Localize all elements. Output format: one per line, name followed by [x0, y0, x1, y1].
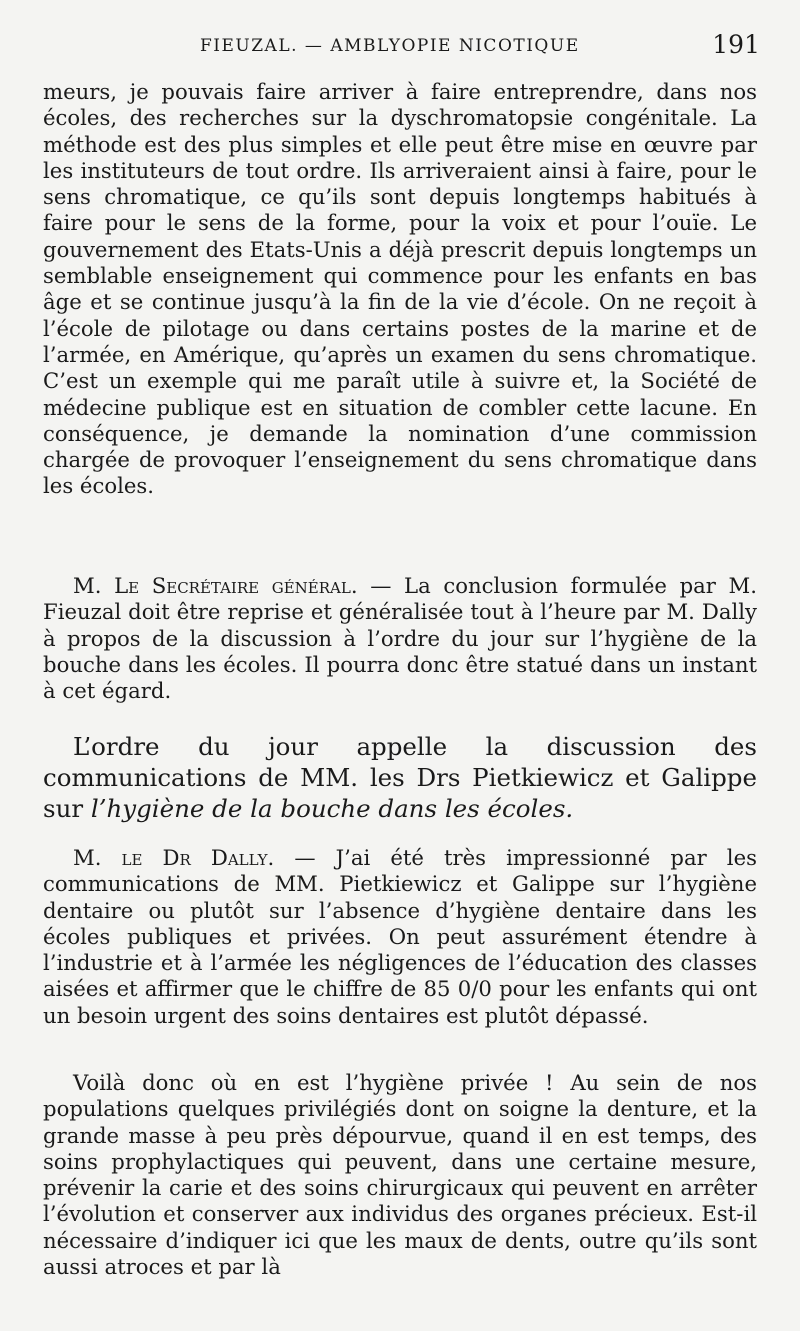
paragraph-dally-body: [43, 845, 757, 1029]
running-head: FIEUZAL. — AMBLYOPIE NICOTIQUE: [200, 36, 580, 56]
paragraph-secretary: [43, 573, 757, 704]
paragraph-4-text: Voilà donc où en est l’hygiène privée ! Au sein de nos populations quelques privilégiés dont on soigne la denture, et la grande masse à peu près dépourvue, quand il en est temps, des soins prophylactiques qui peuvent, dans une certaine mesure, prévenir la carie et des soins chirurgicaux qui peuvent en arrêter l’évolution et conserver aux individus des organes précieux. Est-il nécessaire d’indiquer ici que les maux de dents, outre qu’ils sont aussi atroces et par là: [43, 1070, 757, 1280]
paragraph-secretary-body: [43, 573, 757, 704]
agenda-announcement: [43, 731, 757, 824]
paragraph-1: [43, 79, 757, 500]
paragraph-dally: [43, 845, 757, 1029]
agenda-body: [43, 731, 757, 824]
speaker-secretary: M. Le Secrétaire général.: [73, 573, 358, 598]
page-number: 191: [712, 30, 760, 59]
agenda-topic: l’hygiène de la bouche dans les écoles.: [90, 794, 574, 823]
paragraph-4: [43, 1070, 757, 1280]
agenda-text: L’ordre du jour appelle la discussion des communications de MM. les Drs Pietkiewicz et Galippe sur: [43, 732, 757, 823]
speaker-dally: M. le Dr Dally.: [73, 845, 275, 870]
paragraph-dally-text: — J’ai été très impressionné par les communications de MM. Pietkiewicz et Galippe sur l’hygiène dentaire ou plutôt sur l’absence d’hygiène dentaire dans les écoles publiques et privées. On peut assurément étendre à l’industrie et à l’armée les négligences de l’éducation des classes aisées et affirmer que le chiffre de 85 0/0 pour les enfants qui ont un besoin urgent des soins dentaires est plutôt dépassé.: [43, 845, 757, 1028]
paragraph-secretary-text: — La conclusion formulée par M. Fieuzal doit être reprise et généralisée tout à l’heure par M. Dally à propos de la discussion à l’ordre du jour sur l’hygiène de la bouche dans les écoles. Il pourra donc être statué dans un instant à cet égard.: [43, 573, 757, 704]
page-header: [40, 30, 760, 64]
paragraph-1-text: meurs, je pouvais faire arriver à faire entreprendre, dans nos écoles, des recherches sur la dyschromatopsie congénitale. La méthode est des plus simples et elle peut être mise en œuvre par les instituteurs de tout ordre. Ils arriveraient ainsi à faire, pour le sens chromatique, ce qu’ils sont depuis longtemps habitués à faire pour le sens de la forme, pour la voix et pour l’ouïe. Le gouvernement des Etats-Unis a déjà prescrit depuis longtemps un semblable enseignement qui commence pour les enfants en bas âge et se continue jusqu’à la fin de la vie d’école. On ne reçoit à l’école de pilotage ou dans certains postes de la marine et de l’armée, en Amérique, qu’après un examen du sens chromatique. C’est un exemple qui me paraît utile à suivre et, la Société de médecine publique est en situation de combler cette lacune. En conséquence, je demande la nomination d’une commission chargée de provoquer l’enseignement du sens chromatique dans les écoles.: [43, 79, 757, 499]
